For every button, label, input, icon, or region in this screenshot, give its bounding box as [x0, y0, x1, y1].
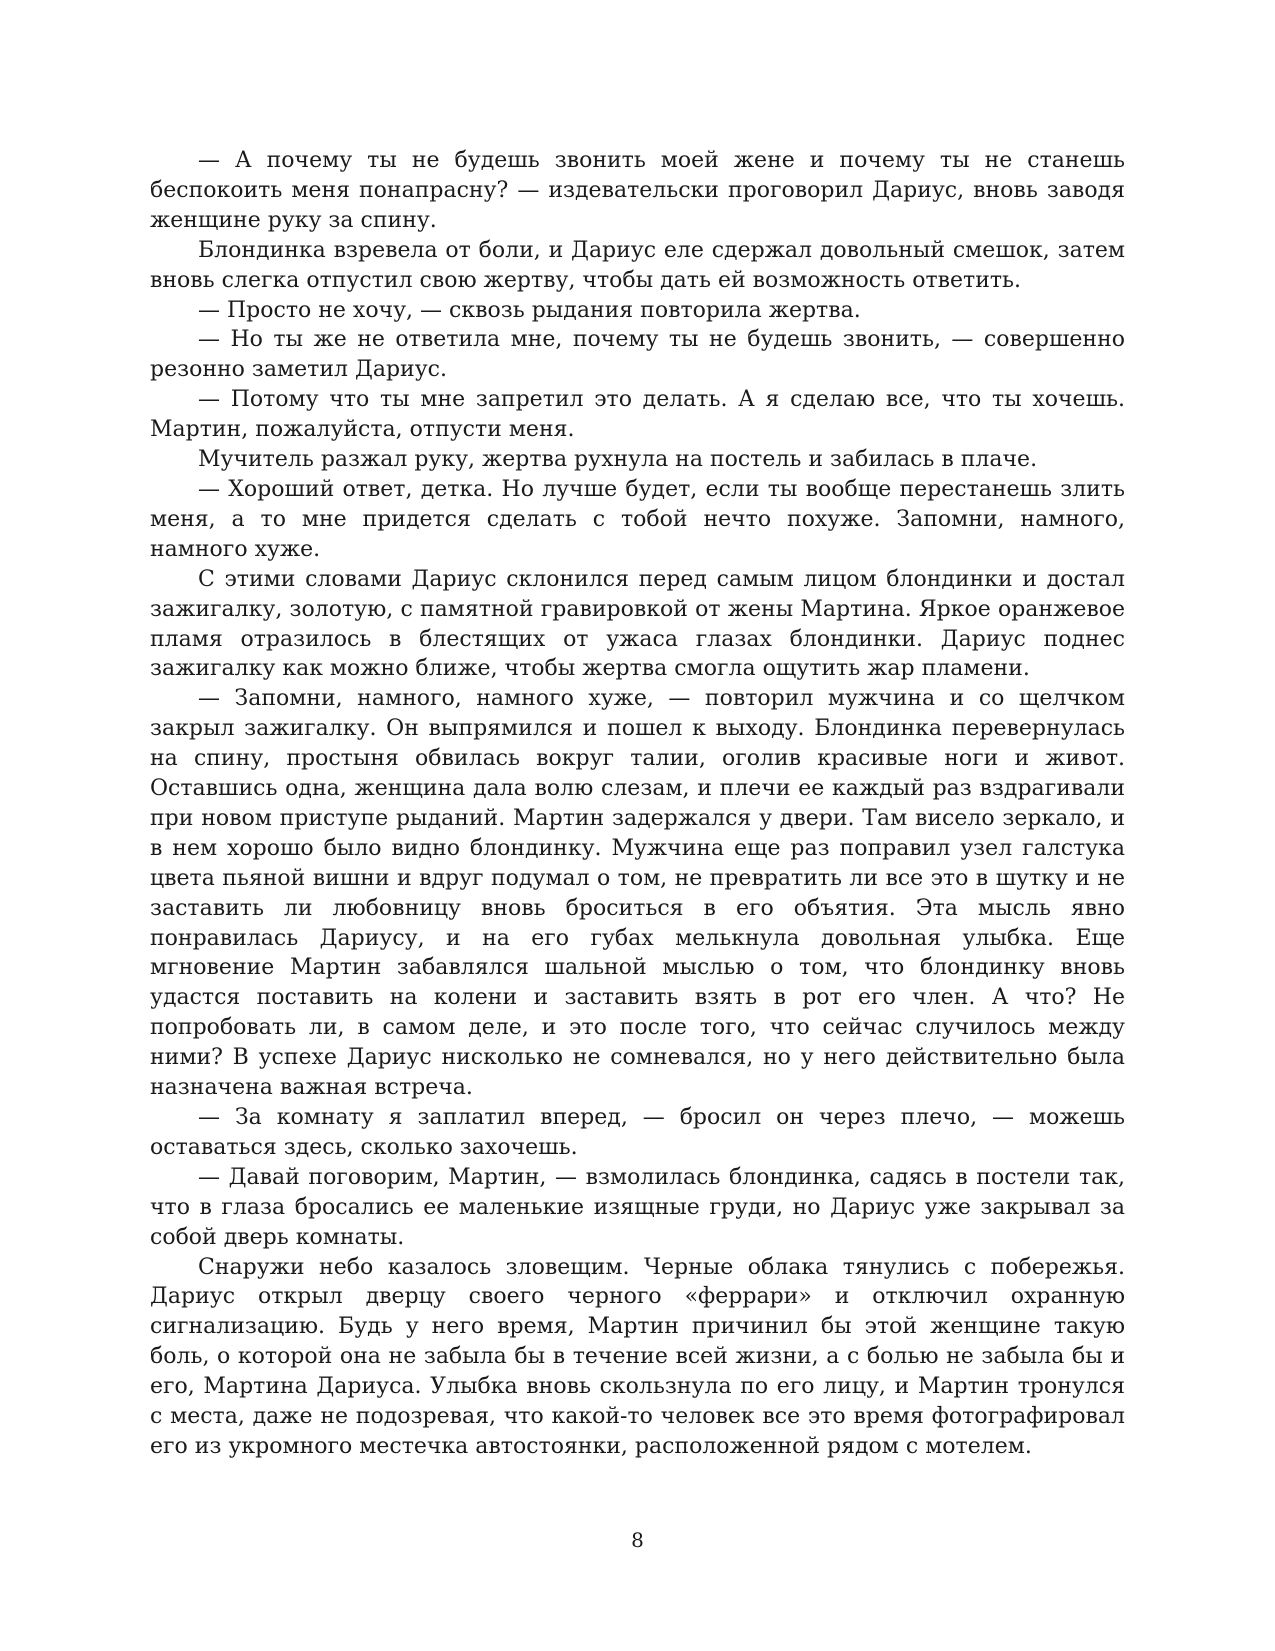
paragraph: Мучитель разжал руку, жертва рухнула на постель и забилась в плаче. [198, 447, 1038, 473]
paragraph: С этими словами Дариус склонился перед самым лицом блондинки и достал зажигалку, золотую, с памятной гравировкой от жены Мартина. Яркое оранжевое пламя отразилось в блестящих от ужаса глазах блондинки. Дариус поднес зажигалку как можно ближе, чтобы жертва смогла ощутить жар пламени. [150, 566, 1125, 682]
paragraph: — Давай поговорим, Мартин, — взмолилась блондинка, садясь в постели так, что в глаза бросались ее маленькие изящные груди, но Дариус уже закрывал за собой дверь комнаты. [150, 1164, 1125, 1250]
paragraph: — Потому что ты мне запретил это делать. А я сделаю все, что ты хочешь. Мартин, пожалуйста, отпусти меня. [150, 387, 1125, 443]
body-text [150, 146, 1125, 1462]
paragraph: — Хороший ответ, детка. Но лучше будет, если ты вообще перестанешь злить меня, а то мне придется сделать с тобой нечто похуже. Запомни, намного, намного хуже. [150, 476, 1125, 562]
paragraph: Блондинка взревела от боли, и Дариус еле сдержал довольный смешок, затем вновь слегка отпустил свою жертву, чтобы дать ей возможность ответить. [150, 237, 1125, 293]
paragraph: — Просто не хочу, — сквозь рыдания повторила жертва. [198, 297, 861, 323]
page-number: 8 [631, 1528, 644, 1552]
paragraph: Снаружи небо казалось зловещим. Черные облака тянулись с побережья. Дариус открыл дверцу своего черного «феррари» и отключил охранную сигнализацию. Будь у него время, Мартин причинил бы этой женщине такую боль, о которой она не забыла бы в течение всей жизни, а с болью не забыла бы и его, Мартина Дариуса. Улыбка вновь скользнула по его лицу, и Мартин тронулся с места, даже не подозревая, что какой-то человек все это время фотографировал его из укромного местечка автостоянки, расположенной рядом с мотелем. [150, 1254, 1125, 1459]
paragraph: — Но ты же не ответила мне, почему ты не будешь звонить, — совершенно резонно заметил Дариус. [150, 327, 1125, 383]
paragraph: — За комнату я заплатил вперед, — бросил он через плечо, — можешь оставаться здесь, сколько захочешь. [150, 1105, 1125, 1160]
paragraph: — А почему ты не будешь звонить моей жене и почему ты не станешь беспокоить меня понапрасну? — издевательски проговорил Дариус, вновь заводя женщине руку за спину. [150, 148, 1125, 233]
paragraph: — Запомни, намного, намного хуже, — повторил мужчина и со щелчком закрыл зажигалку. Он выпрямился и пошел к выходу. Блондинка перевернулась на спину, простыня обвилась вокруг талии, оголив красивые ноги и живот. Оставшись одна, женщина дала волю слезам, и плечи ее каждый раз вздрагивали при новом приступе рыданий. Мартин задержался у двери. Там висело зеркало, и в нем хорошо было видно блондинку. Мужчина еще раз поправил узел галстука цвета пьяной вишни и вдруг подумал о том, не превратить ли все это в шутку и не заставить ли любовницу вновь броситься в его объятия. Эта мысль явно понравилась Дариусу, и на его губах мелькнула довольная улыбка. Еще мгновение Мартин забавлялся шальной мыслью о том, что блондинку вновь удастся поставить на колени и заставить взять в рот его член. А что? Не попробовать ли, в самом деле, и это после того, что сейчас случилось между ними? В успехе Дариус нисколько не сомневался, но у него действительно была назначена важная встреча. [150, 686, 1125, 1101]
